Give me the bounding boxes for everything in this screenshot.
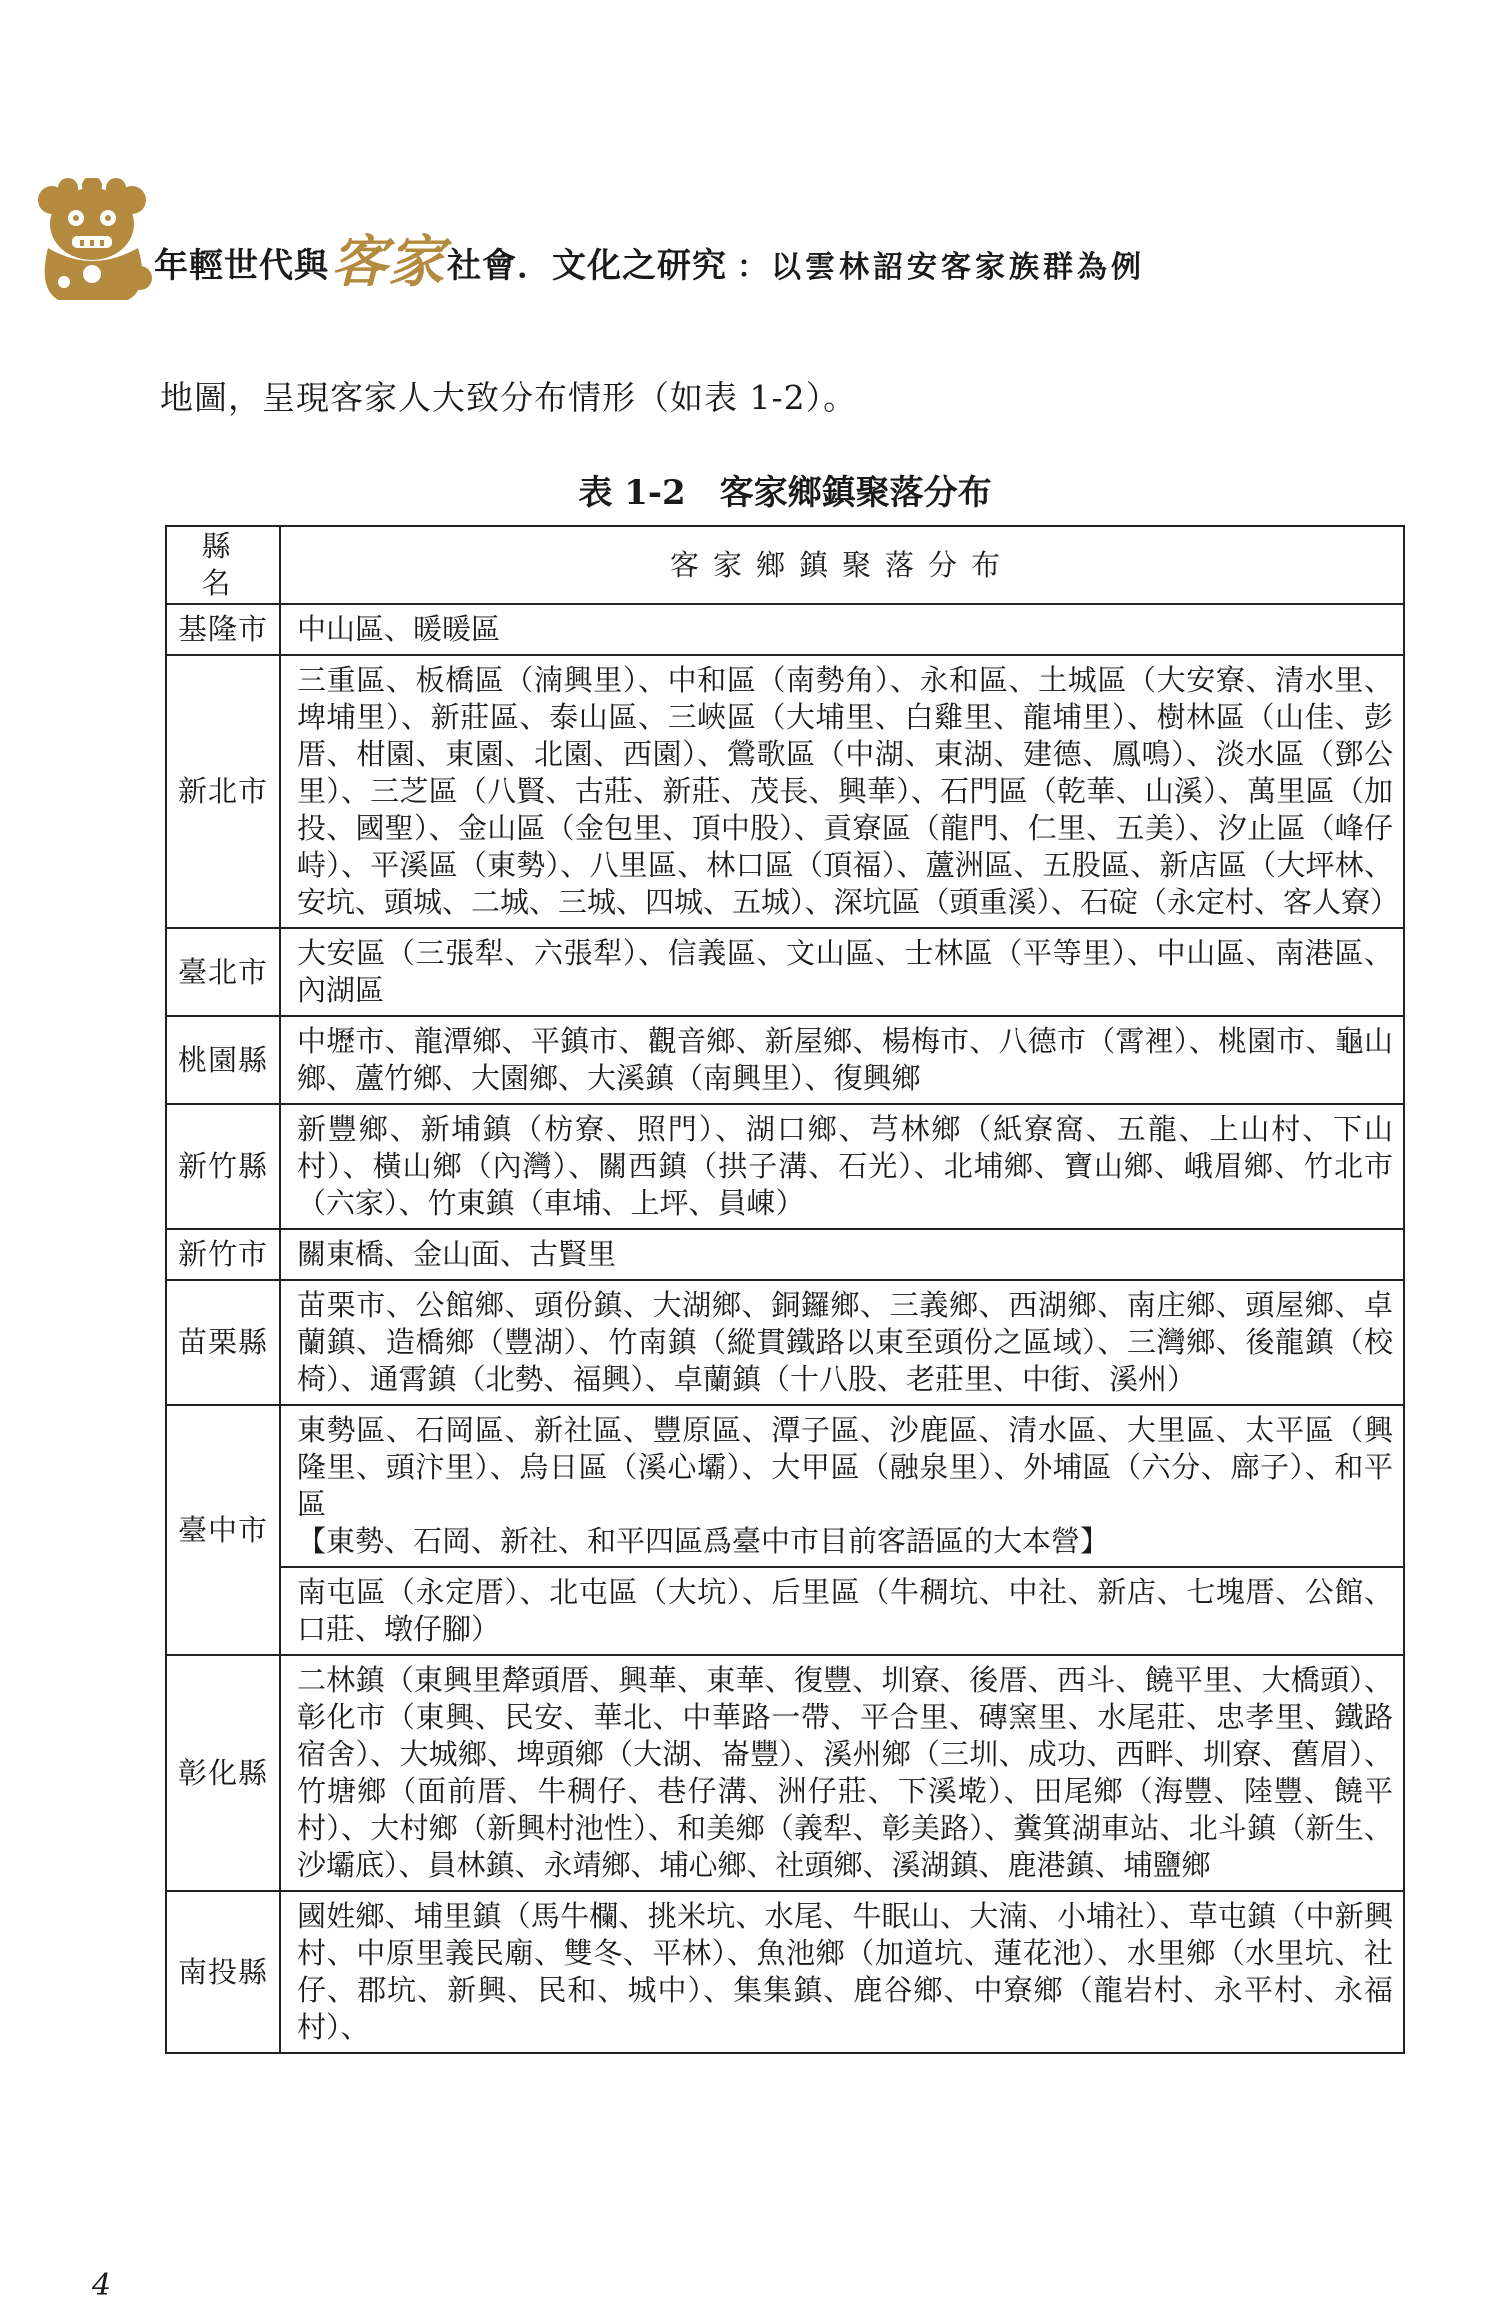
areas-cell: 中山區、暖暖區	[280, 604, 1404, 655]
running-header	[28, 178, 1328, 308]
areas-cell	[280, 1405, 1404, 1567]
table-row	[166, 604, 1404, 655]
areas-cell: 二林鎮（東興里犛頭厝、興華、東華、復豐、圳寮、後厝、西斗、饒平里、大橋頭）、彰化市（東興、民安、華北、中華路一帶、平合里、磚窯里、水尾莊、忠孝里、鐵路宿舍）、大城鄉、埤頭鄉（大湖、崙豐）、溪州鄉（三圳、成功、西畔、圳寮、舊眉）、竹塘鄉（面前厝、牛稠仔、巷仔溝、洲仔莊、下溪墘）、田尾鄉（海豐、陸豐、饒平村）、大村鄉（新興村池性）、和美鄉（義犁、彰美路）、糞箕湖車站、北斗鎮（新生、沙壩底）、員林鎮、永靖鄉、埔心鄉、社頭鄉、溪湖鎮、鹿港鎮、埔鹽鄉	[280, 1655, 1404, 1891]
lion-logo-icon	[28, 178, 156, 306]
table-row	[166, 1280, 1404, 1405]
county-cell: 新竹市	[166, 1229, 280, 1280]
table-row	[166, 928, 1404, 1016]
areas-cell: 大安區（三張犁、六張犁）、信義區、文山區、士林區（平等里）、中山區、南港區、內湖區	[280, 928, 1404, 1016]
series-title-part-a: 年輕世代與	[154, 246, 329, 286]
table-header-row	[166, 526, 1404, 604]
county-cell: 臺中市	[166, 1405, 280, 1655]
series-subtitle: ：以雲林詔安客家族群為例	[737, 250, 1145, 285]
county-cell: 苗栗縣	[166, 1280, 280, 1405]
table-row	[166, 1655, 1404, 1891]
county-cell: 臺北市	[166, 928, 280, 1016]
table-row	[166, 1567, 1404, 1655]
series-title	[154, 218, 1145, 298]
county-cell: 基隆市	[166, 604, 280, 655]
column-header-county: 縣 名	[166, 526, 280, 604]
county-cell: 新北市	[166, 655, 280, 928]
series-title-hakka: 客家	[331, 229, 445, 295]
table-caption	[0, 465, 1500, 514]
table-row	[166, 1229, 1404, 1280]
table-row	[166, 1016, 1404, 1104]
areas-cell: 南屯區（永定厝）、北屯區（大坑）、后里區（牛稠坑、中社、新店、七塊厝、公館、口莊、墩仔腳）	[280, 1567, 1404, 1655]
county-cell: 南投縣	[166, 1891, 280, 2053]
county-cell: 新竹縣	[166, 1104, 280, 1229]
areas-note: 【東勢、石岡、新社、和平四區爲臺中市目前客語區的大本營】	[297, 1524, 1110, 1558]
table-caption-text: 表 1-2 客家鄉鎮聚落分布	[578, 473, 992, 513]
table-row	[166, 1891, 1404, 2053]
series-title-part-b: 社會．文化之研究	[447, 246, 727, 286]
table-row	[166, 1405, 1404, 1567]
areas-cell: 中壢市、龍潭鄉、平鎮市、觀音鄉、新屋鄉、楊梅市、八德市（霄裡）、桃園市、龜山鄉、蘆竹鄉、大園鄉、大溪鎮（南興里）、復興鄉	[280, 1016, 1404, 1104]
areas-text: 東勢區、石岡區、新社區、豐原區、潭子區、沙鹿區、清水區、大里區、太平區（興隆里、頭汴里）、烏日區（溪心壩）、大甲區（融泉里）、外埔區（六分、廍子）、和平區	[297, 1413, 1393, 1521]
areas-cell: 苗栗市、公館鄉、頭份鎮、大湖鄉、銅鑼鄉、三義鄉、西湖鄉、南庄鄉、頭屋鄉、卓蘭鎮、造橋鄉（豐湖）、竹南鎮（縱貫鐵路以東至頭份之區域）、三灣鄉、後龍鎮（校椅）、通霄鎮（北勢、福興）、卓蘭鎮（十八股、老莊里、中街、溪州）	[280, 1280, 1404, 1405]
page-number: 4	[92, 2268, 112, 2303]
areas-cell: 新豐鄉、新埔鎮（枋寮、照門）、湖口鄉、芎林鄉（紙寮窩、五龍、上山村、下山村）、橫山鄉（內灣）、關西鎮（拱子溝、石光）、北埔鄉、寶山鄉、峨眉鄉、竹北市（六家）、竹東鎮（車埔、上坪、員崠）	[280, 1104, 1404, 1229]
table-row	[166, 1104, 1404, 1229]
areas-cell: 國姓鄉、埔里鎮（馬牛欄、挑米坑、水尾、牛眠山、大湳、小埔社）、草屯鎮（中新興村、中原里義民廟、雙冬、平林）、魚池鄉（加道坑、蓮花池）、水里鄉（水里坑、社仔、郡坑、新興、民和、城中）、集集鎮、鹿谷鄉、中寮鄉（龍岩村、永平村、永福村）、	[280, 1891, 1404, 2053]
areas-cell: 三重區、板橋區（湳興里）、中和區（南勢角）、永和區、土城區（大安寮、清水里、埤埔里）、新莊區、泰山區、三峽區（大埔里、白雞里、龍埔里）、樹林區（山佳、彭厝、柑園、東園、北園、西園）、鶯歌區（中湖、東湖、建德、鳳鳴）、淡水區（鄧公里）、三芝區（八賢、古莊、新莊、茂長、興華）、石門區（乾華、山溪）、萬里區（加投、國聖）、金山區（金包里、頂中股）、貢寮區（龍門、仁里、五美）、汐止區（峰仔峙）、平溪區（東勢）、八里區、林口區（頂福）、蘆洲區、五股區、新店區（大坪林、安坑、頭城、二城、三城、四城、五城）、深坑區（頭重溪）、石碇（永定村、客人寮）	[280, 655, 1404, 928]
county-cell: 彰化縣	[166, 1655, 280, 1891]
hakka-distribution-table	[165, 525, 1405, 2054]
county-cell: 桃園縣	[166, 1016, 280, 1104]
lead-paragraph: 地圖，呈現客家人大致分布情形（如表 1-2）。	[160, 378, 858, 417]
areas-cell: 關東橋、金山面、古賢里	[280, 1229, 1404, 1280]
table-row	[166, 655, 1404, 928]
column-header-areas: 客家鄉鎮聚落分布	[280, 526, 1404, 604]
